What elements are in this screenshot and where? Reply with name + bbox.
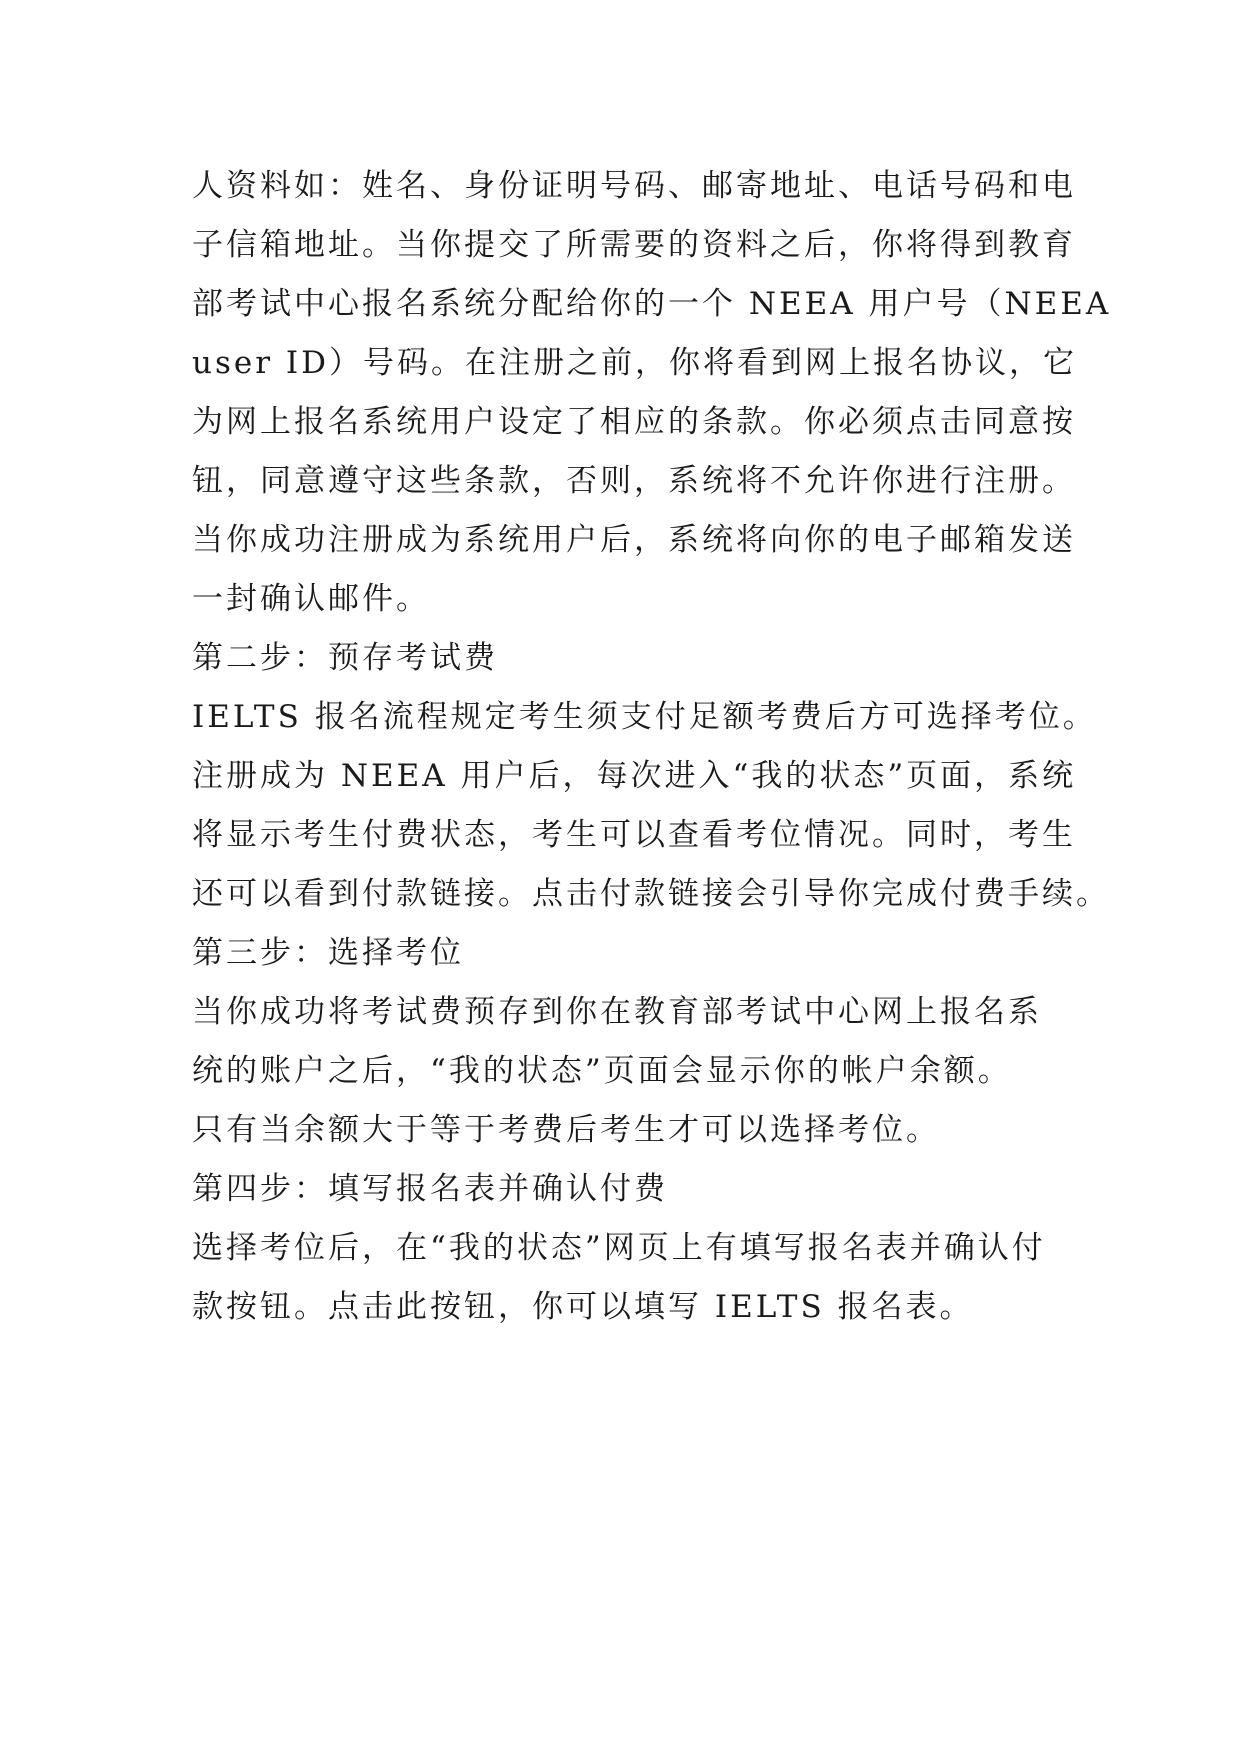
- text-line: 将显示考生付费状态，考生可以查看考位情况。同时，考生: [192, 817, 1076, 853]
- text-line: 统的账户之后，“我的状态”页面会显示你的帐户余额。: [192, 1053, 1012, 1089]
- text-line: 当你成功注册成为系统用户后，系统将向你的电子邮箱发送: [192, 522, 1076, 558]
- text-line: 当你成功将考试费预存到你在教育部考试中心网上报名系: [192, 994, 1042, 1030]
- text-line: 只有当余额大于等于考费后考生才可以选择考位。: [192, 1112, 940, 1148]
- text-line: 子信箱地址。当你提交了所需要的资料之后，你将得到教育: [192, 227, 1076, 263]
- step-heading: 第二步：预存考试费: [192, 640, 498, 676]
- text-line: 选择考位后，在“我的状态”网页上有填写报名表并确认付: [192, 1230, 1046, 1266]
- text-line: user ID）号码。在注册之前，你将看到网上报名协议，它: [192, 345, 1077, 381]
- text-line: 人资料如：姓名、身份证明号码、邮寄地址、电话号码和电: [192, 168, 1076, 204]
- text-line: IELTS 报名流程规定考生须支付足额考费后方可选择考位。: [192, 699, 1097, 735]
- text-line: 款按钮。点击此按钮，你可以填写 IELTS 报名表。: [192, 1289, 974, 1325]
- text-line: 注册成为 NEEA 用户后，每次进入“我的状态”页面，系统: [192, 758, 1077, 794]
- document-body: [192, 157, 1112, 1337]
- step-heading: 第四步：填写报名表并确认付费: [192, 1171, 668, 1207]
- text-line: 钮，同意遵守这些条款，否则，系统将不允许你进行注册。: [192, 463, 1076, 499]
- text-line: 还可以看到付款链接。点击付款链接会引导你完成付费手续。: [192, 876, 1110, 912]
- text-line: 一封确认邮件。: [192, 581, 430, 617]
- step-heading: 第三步：选择考位: [192, 935, 464, 971]
- text-line: 为网上报名系统用户设定了相应的条款。你必须点击同意按: [192, 404, 1076, 440]
- text-line: 部考试中心报名系统分配给你的一个 NEEA 用户号（NEEA: [192, 286, 1112, 322]
